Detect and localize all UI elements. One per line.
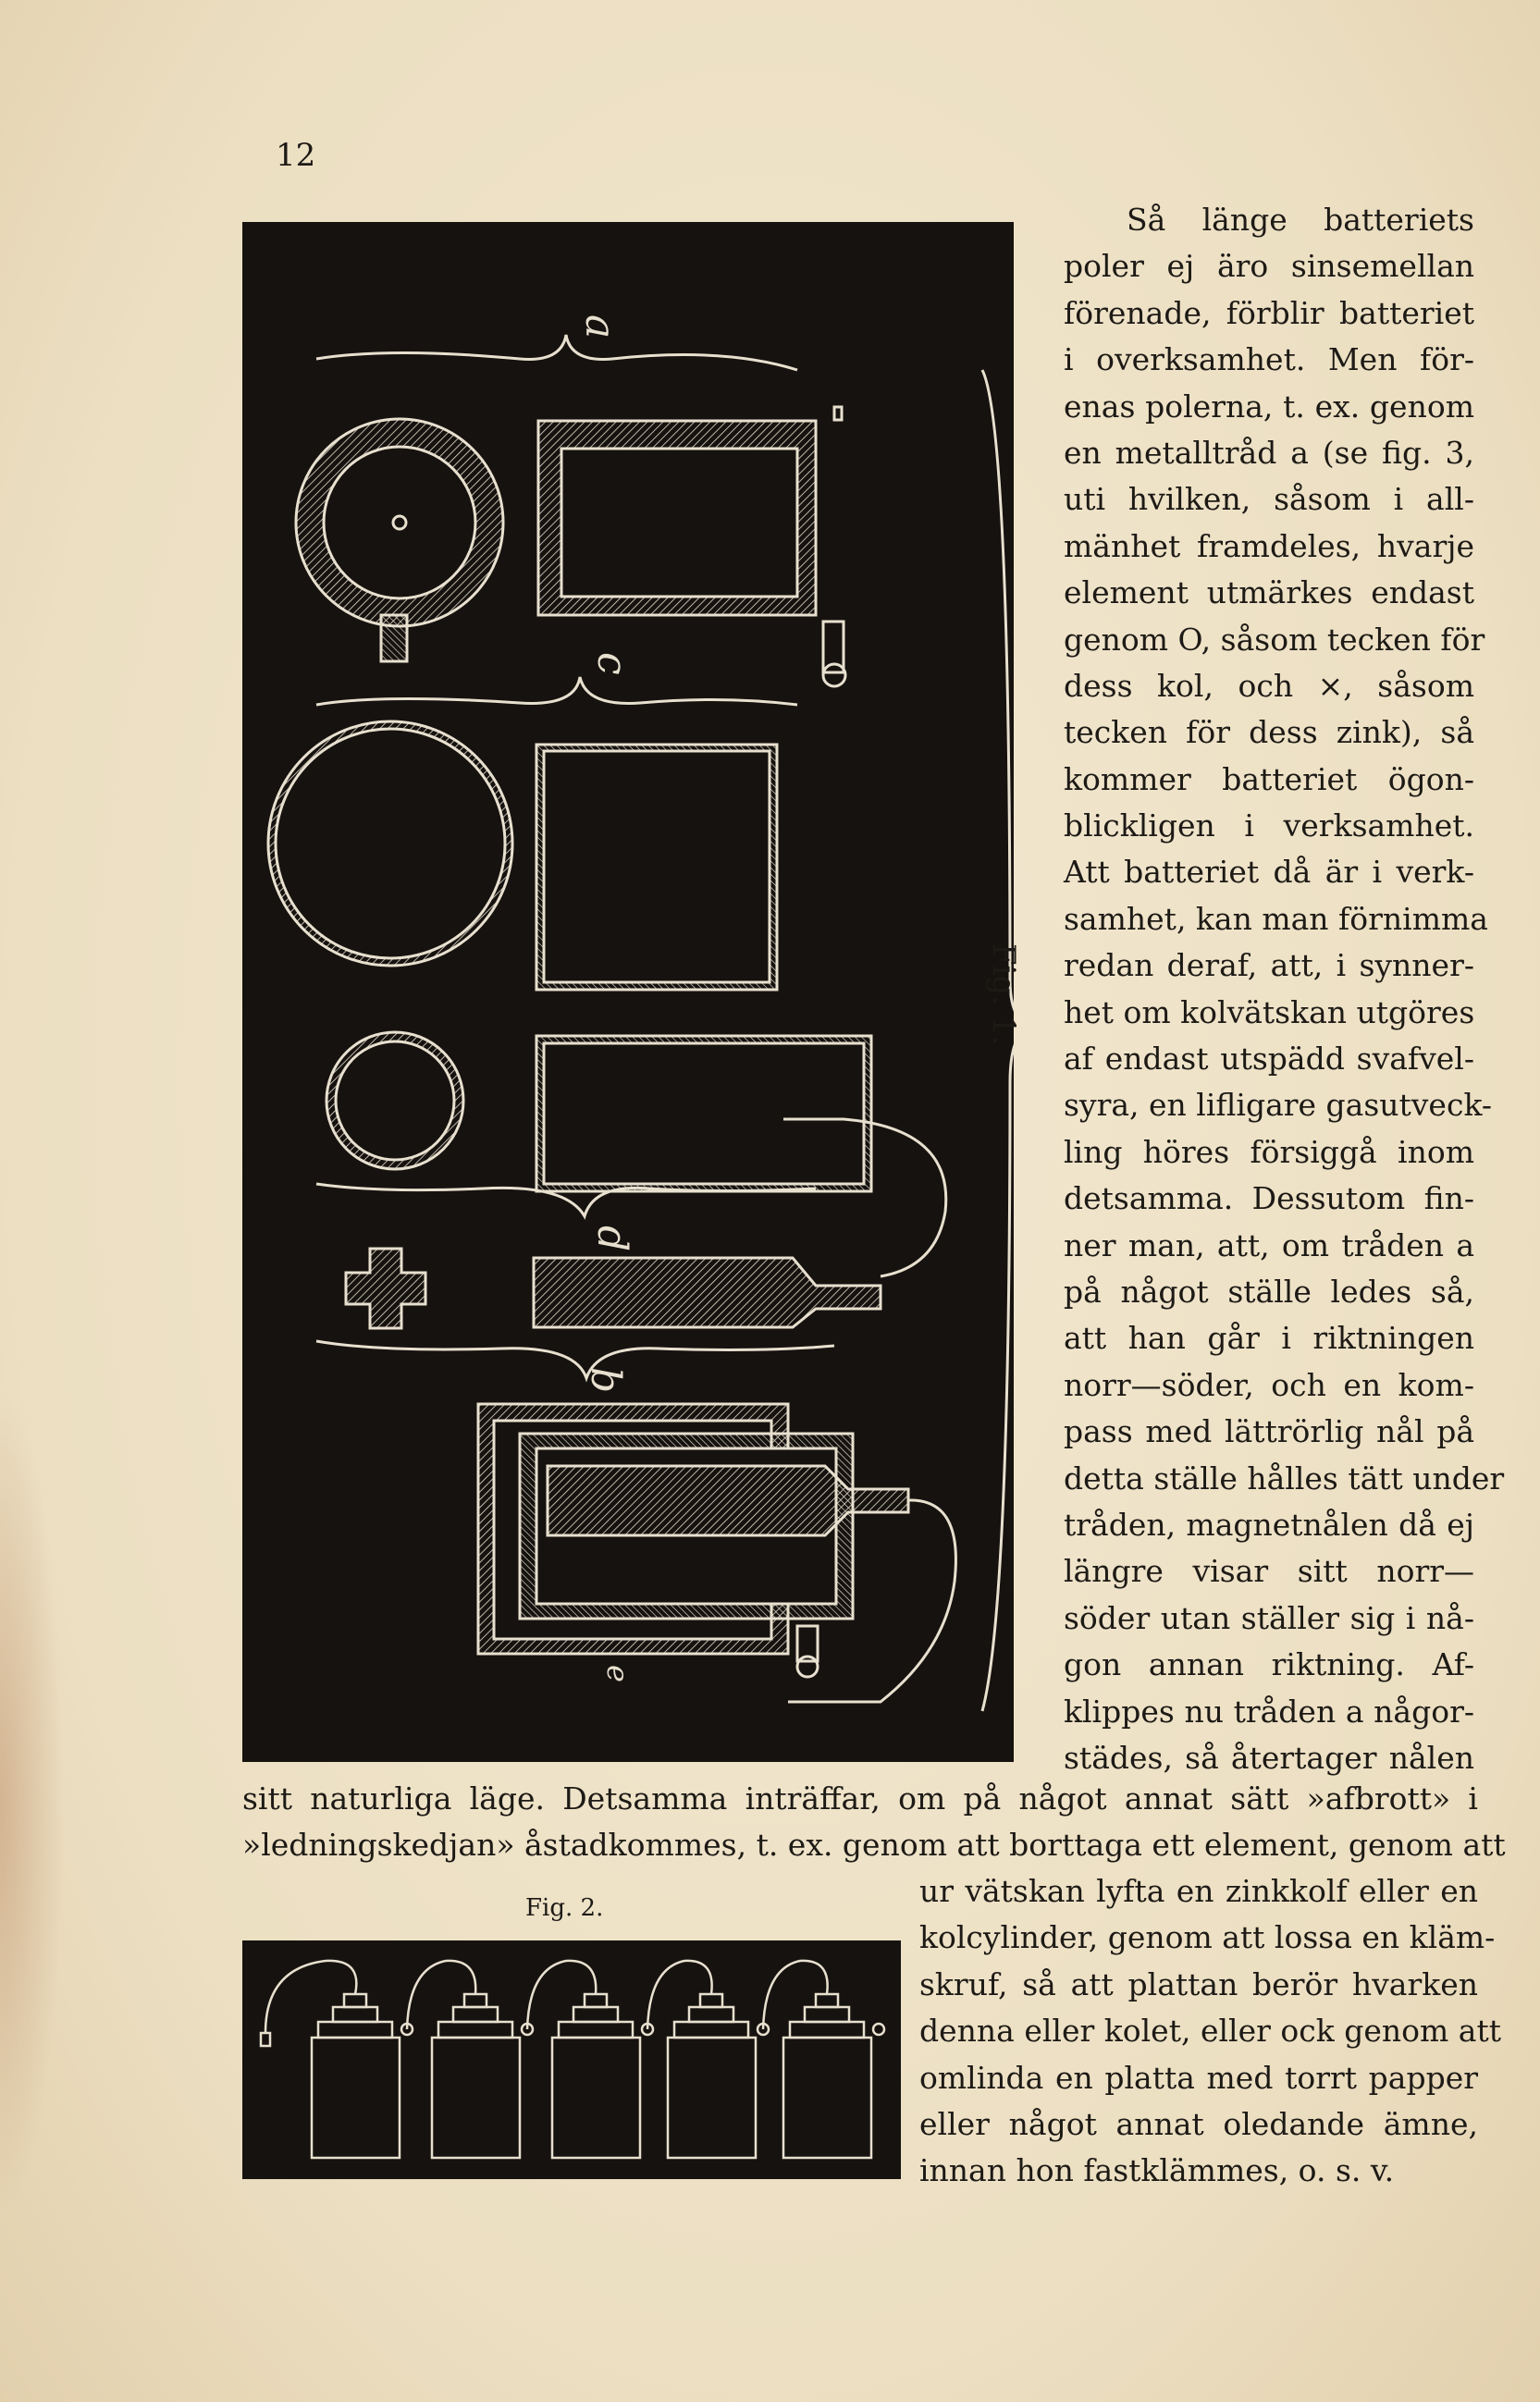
text-line: af endast utspädd svafvel- <box>1064 1041 1474 1078</box>
full-width-text <box>242 1776 1506 1869</box>
figure-2-caption: Fig. 2. <box>525 1894 604 1922</box>
text-line: Att batteriet då är i verk- <box>1064 854 1474 891</box>
text-line: »ledningskedjan» åstadkommes, t. ex. genom att borttaga ett element, genom att <box>242 1827 1506 1864</box>
figure-label-e: e <box>600 1665 635 1682</box>
text-line: norr—söder, och en kom- <box>1064 1366 1474 1403</box>
battery-cell-5 <box>783 1994 884 2158</box>
battery-cell-2 <box>432 1994 533 2158</box>
text-line: het om kolvätskan utgöres <box>1064 993 1475 1030</box>
right-column-text <box>1064 197 1505 1781</box>
text-line: omlinda en platta med torrt papper <box>919 2059 1478 2096</box>
text-line: pass med lättrörlig nål på <box>1064 1413 1474 1450</box>
battery-cell-3 <box>552 1994 653 2158</box>
text-line: kommer batteriet ögon- <box>1064 760 1474 797</box>
text-line: gon annan riktning. Af- <box>1064 1646 1474 1683</box>
paper-stain <box>0 1387 65 2220</box>
figure-label-b: b <box>582 1367 629 1394</box>
text-line: förenade, förblir batteriet <box>1064 294 1474 331</box>
text-line: ling höres försiggå inom <box>1064 1133 1474 1170</box>
figure-label-a: a <box>576 314 623 339</box>
text-line: tråden, magnetnålen då ej <box>1064 1506 1474 1543</box>
page-number: 12 <box>276 137 316 174</box>
text-line: detsamma. Dessutom fin- <box>1064 1180 1474 1217</box>
figure-1-engraving <box>242 222 1014 1762</box>
text-line: redan deraf, att, i synner- <box>1064 947 1474 984</box>
text-line: kolcylinder, genom att lossa en kläm- <box>919 1919 1496 1956</box>
text-line: mänhet framdeles, hvarje <box>1064 527 1474 564</box>
text-line: sitt naturliga läge. Detsamma inträffar, om på något annat sätt »afbrott» i <box>242 1780 1478 1817</box>
text-line: dess kol, och ×, såsom <box>1064 667 1474 704</box>
text-line: Så länge batteriets <box>1127 202 1474 238</box>
text-line: enas polerna, t. ex. genom <box>1064 388 1474 425</box>
brace-b <box>316 1341 834 1378</box>
figure-label-d: d <box>588 1226 635 1252</box>
text-line: detta ställe hålles tätt under <box>1064 1460 1505 1497</box>
text-line: eller något annat oledande ämne, <box>919 2105 1478 2142</box>
text-line: städes, så återtager nålen <box>1064 1739 1474 1776</box>
brace-c <box>316 677 797 705</box>
battery-cell-1 <box>312 1994 413 2158</box>
lower-column-text <box>919 1868 1501 2195</box>
text-line: uti hvilken, såsom i all- <box>1064 481 1474 518</box>
text-line: innan hon fastklämmes, o. s. v. <box>919 2152 1395 2189</box>
figure-2-engraving <box>242 1940 901 2179</box>
figure-2-plate <box>242 1940 901 2179</box>
text-line: ur vätskan lyfta en zinkkolf eller en <box>919 1873 1478 1909</box>
text-line: söder utan ställer sig i nå- <box>1064 1599 1474 1636</box>
text-line: klippes nu tråden a någor- <box>1064 1693 1474 1730</box>
text-line: på något ställe ledes så, <box>1064 1273 1474 1310</box>
text-line: element utmärkes endast <box>1064 574 1474 611</box>
figure-1-plate <box>242 222 1014 1762</box>
text-line: en metalltråd a (se fig. 3, <box>1064 434 1474 471</box>
figure-label-c: c <box>588 652 635 675</box>
text-line: poler ej äro sinsemellan <box>1064 248 1474 285</box>
zinc-cross <box>346 1249 425 1328</box>
text-line: längre visar sitt norr— <box>1064 1553 1474 1590</box>
text-line: blickligen i verksamhet. <box>1064 807 1474 844</box>
text-line: skruf, så att plattan berör hvarken <box>919 1965 1478 2002</box>
brace-a <box>316 335 797 370</box>
text-line: samhet, kan man förnimma <box>1064 900 1488 937</box>
text-line: denna eller kolet, eller ock genom att <box>919 2013 1501 2050</box>
text-line: tecken för dess zink), så <box>1064 714 1474 751</box>
text-line: syra, en lifligare gasutveck- <box>1064 1087 1493 1124</box>
figure-1-caption: Fig. 1. <box>985 943 1022 1046</box>
zinc-rod <box>534 1258 881 1327</box>
text-line: i overksamhet. Men för- <box>1064 341 1474 378</box>
text-line: att han går i riktningen <box>1064 1320 1474 1357</box>
text-line: genom O, såsom tecken för <box>1064 621 1485 658</box>
battery-cell-4 <box>668 1994 769 2158</box>
text-line: ner man, att, om tråden a <box>1064 1226 1474 1263</box>
